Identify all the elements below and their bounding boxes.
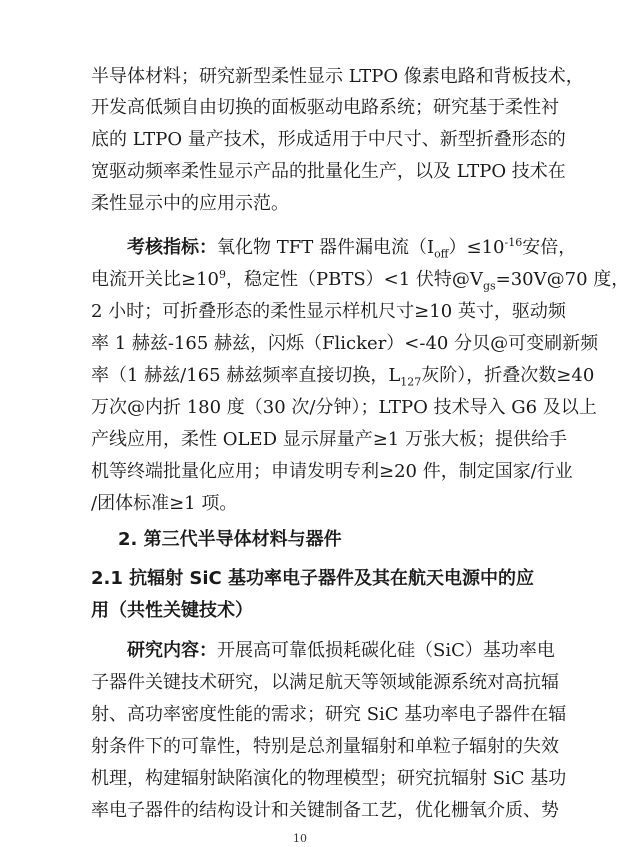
subsection-title-line1: 2.1 抗辐射 SiC 基功率电子器件及其在航天电源中的应 (91, 568, 535, 589)
para2-line1: 考核指标：氧化物 TFT 器件漏电流$(I_{off})\le 10^{-16}$安倍， (127, 236, 577, 261)
page-number: 10 (293, 832, 307, 845)
para3-line1: 研究内容：开展高可靠低损耗碳化硅（SiC）基功率电 (127, 640, 555, 661)
para2-line6: 万次@内折 180 度（30 次/分钟）；LTPO 技术导入 G6 及以上 (91, 397, 597, 418)
para3-line4: 射条件下的可靠性，特别是总剂量辐射和单粒子辐射的失效 (91, 736, 559, 757)
para2-line7: 产线应用，柔性 OLED 显示屏量产≥1 万张大板；提供给手 (91, 429, 567, 450)
para3-line6: 率电子器件的结构设计和关键制备工艺，优化栅氧介质、势 (91, 800, 559, 821)
para3-line2: 子器件关键技术研究，以满足航天等领域能源系统对高抗辐 (91, 672, 559, 693)
para1-line3: 底的 LTPO 量产技术，形成适用于中尺寸、新型折叠形态的 (91, 129, 566, 150)
para3-line3: 射、高功率密度性能的需求；研究 SiC 基功率电子器件在辐 (91, 704, 567, 725)
para1-line4: 宽驱动频率柔性显示产品的批量化生产，以及 LTPO 技术在 (91, 161, 566, 182)
section-heading: 2. 第三代半导体材料与器件 (118, 529, 342, 550)
para2-line9: /团体标准≥1 项。 (91, 493, 238, 514)
assessment-label: 考核指标： (127, 237, 217, 258)
para3-line5: 机理，构建辐射缺陷演化的物理模型；研究抗辐射 SiC 基功 (91, 768, 567, 789)
para2-line2: 电流开关比$\ge 10^9$，稳定性（PBTS）<1 伏特$@V_{gs}=30V@70$ 度， (91, 268, 629, 293)
research-content-label: 研究内容： (127, 640, 217, 661)
para1-line2: 开发高低频自由切换的面板驱动电路系统；研究基于柔性衬 (91, 97, 559, 118)
para1-line5: 柔性显示中的应用示范。 (91, 193, 289, 214)
subsection-title-line2: 用（共性关键技术） (91, 600, 253, 621)
para2-line8: 机等终端批量化应用；申请发明专利≥20 件，制定国家/行业 (91, 461, 573, 482)
para1-line1: 半导体材料；研究新型柔性显示 LTPO 像素电路和背板技术， (91, 66, 584, 87)
para2-line4: 率 1 赫兹-165 赫兹，闪烁（Flicker）<-40 分贝@可变刷新频 (91, 333, 599, 354)
para2-line3: 2 小时；可折叠形态的柔性显示样机尺寸≥10 英寸，驱动频 (91, 301, 566, 322)
para2-line5: 率（1 赫兹/165 赫兹频率直接切换，$L_{127}$灰阶），折叠次数≥40 (91, 365, 595, 389)
